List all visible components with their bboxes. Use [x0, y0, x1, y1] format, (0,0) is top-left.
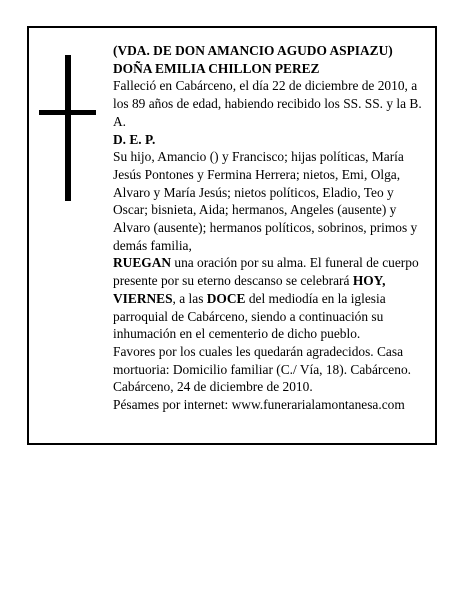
dep-line: D. E. P.	[113, 131, 156, 147]
death-paragraph: Falleció en Cabárceno, el día 22 de diciembre de 2010, a los 89 años de edad, habiendo recibido los SS. SS. y la B. A.	[113, 78, 422, 129]
widow-of-line: (VDA. DE DON AMANCIO AGUDO ASPIAZU)	[113, 43, 393, 58]
favores-paragraph: Favores por los cuales les quedarán agradecidos. Casa mortuoria: Domicilio familiar (C./ Vía, 18). Cabárceno.	[113, 343, 411, 377]
deceased-name: DOÑA EMILIA CHILLON PEREZ	[113, 60, 320, 76]
ruegan-text-1: una oración por su alma. El funeral de cuerpo presente por su eterno descanso se celebrará	[113, 255, 419, 289]
ruegan-word: RUEGAN	[113, 255, 172, 271]
cross-vertical-bar	[65, 55, 71, 201]
cross-icon	[39, 55, 96, 201]
notice-text	[113, 42, 429, 414]
hoy-viernes: HOY, VIERNES	[113, 273, 386, 306]
date-line: Cabárceno, 24 de diciembre de 2010.	[113, 379, 313, 395]
ruegan-text-3: del mediodía en la iglesia parroquial de Cabárceno, siendo a continuación su inhumación en el cementerio de dicho pueblo.	[113, 290, 386, 342]
ruegan-paragraph	[113, 254, 429, 343]
pesames-line: Pésames por internet: www.funerarialamontanesa.com	[113, 397, 405, 413]
obituary-notice	[27, 26, 437, 445]
doce-word: DOCE	[206, 290, 246, 306]
ruegan-text-2: , a las	[172, 290, 207, 306]
family-paragraph: Su hijo, Amancio () y Francisco; hijas políticas, María Jesús Pontones y Fermina Herrera; nietos, Emi, Olga, Alvaro y María Jesús; nietos políticos, Eladio, Teo y Oscar; bisnieta, Aida; hermanos, Angeles (ausente) y Alvaro (ausente); hermanos políticos, sobrinos, primos y demás familia,	[113, 149, 418, 253]
cross-horizontal-bar	[39, 110, 96, 115]
